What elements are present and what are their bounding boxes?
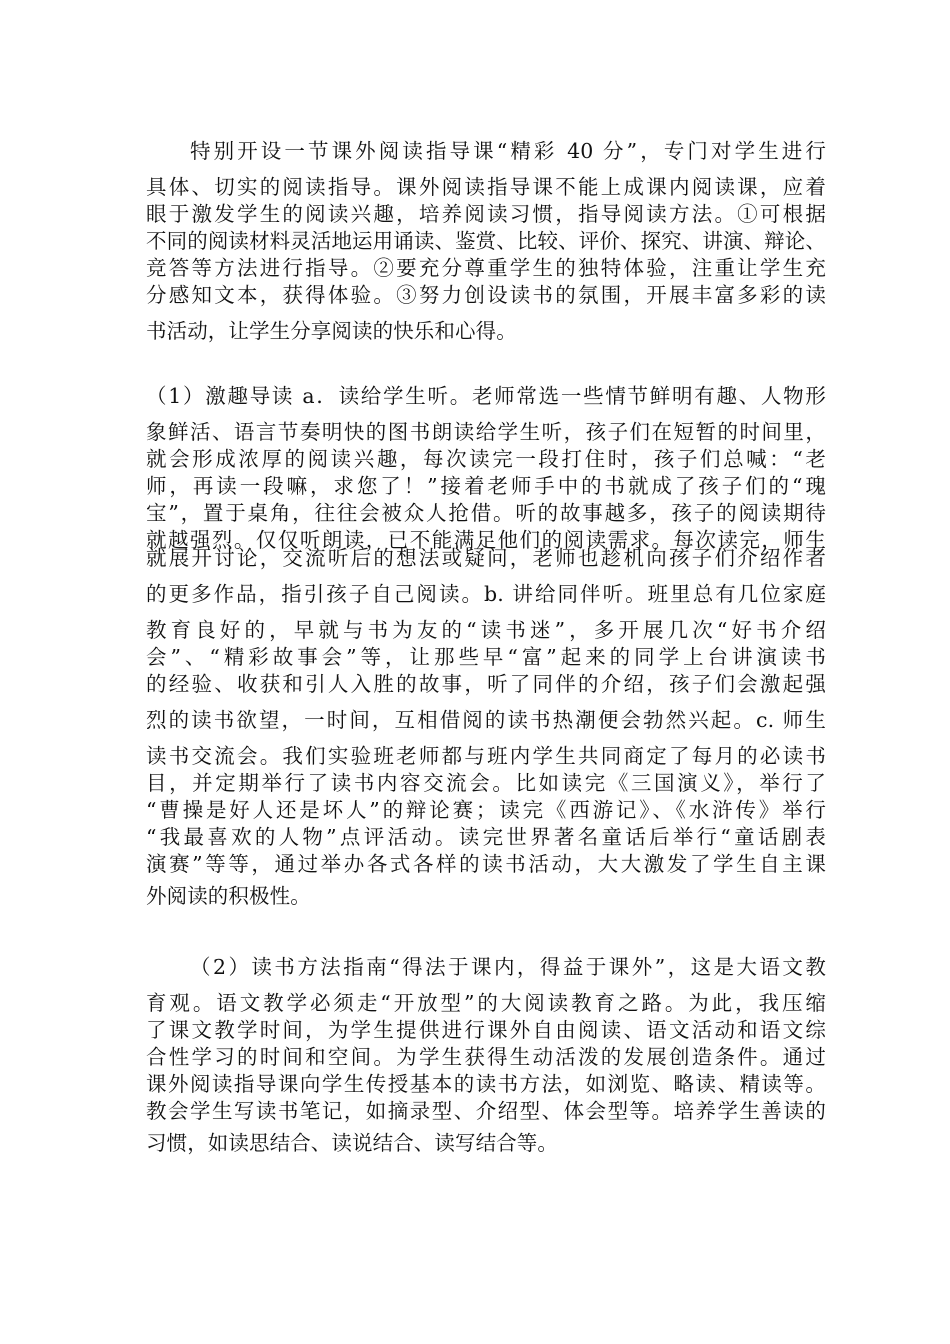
text-line: 特别开设一节课外阅读指导课“精彩 40 分”，专门对学生进行 bbox=[190, 139, 826, 163]
text-line: 教育良好的，早就与书为友的“读书迷”，多开展几次“好书介绍 bbox=[146, 618, 826, 642]
text-line: 读书交流会。我们实验班老师都与班内学生共同商定了每月的必读书 bbox=[146, 744, 826, 768]
text-line: 象鲜活、语言节奏明快的图书朗读给学生听，孩子们在短暂的时间里， bbox=[146, 420, 826, 444]
text-line: 育观。语文教学必须走“开放型”的大阅读教育之路。为此，我压缩 bbox=[146, 991, 826, 1015]
text-line: 竞答等方法进行指导。②要充分尊重学生的独特体验，注重让学生充 bbox=[146, 256, 826, 280]
text-line: 会”、“精彩故事会”等，让那些早“富”起来的同学上台讲演读书 bbox=[146, 645, 826, 669]
text-line: 合性学习的时间和空间。为学生获得生动活泼的发展创造条件。通过 bbox=[146, 1045, 826, 1069]
text-line: 具体、切实的阅读指导。课外阅读指导课不能上成课内阅读课，应着 bbox=[146, 175, 826, 199]
text-line: 师，再读一段嘛，求您了！”接着老师手中的书就成了孩子们的“瑰 bbox=[146, 474, 826, 498]
text-line: 书活动，让学生分享阅读的快乐和心得。 bbox=[146, 319, 517, 343]
text-line: 宝”，置于桌角，往往会被众人抢借。听的故事越多，孩子的阅读期待 bbox=[146, 501, 826, 525]
text-line: 演赛”等等，通过举办各式各样的读书活动，大大激发了学生自主课 bbox=[146, 852, 826, 876]
text-line: “我最喜欢的人物”点评活动。读完世界著名童话后举行“童话剧表 bbox=[146, 825, 826, 849]
text-line: 不同的阅读材料灵活地运用诵读、鉴赏、比较、评价、探究、讲演、辩论、 bbox=[146, 229, 826, 253]
text-line: 就越强烈。仅仅听朗读，已不能满足他们的阅读需求。每次读完，师生 bbox=[146, 528, 826, 552]
text-line: 分感知文本，获得体验。③努力创设读书的氛围，开展丰富多彩的读 bbox=[146, 283, 826, 307]
text-line: 了课文教学时间，为学生提供进行课外自由阅读、语文活动和语文综 bbox=[146, 1018, 826, 1042]
text-line: 习惯，如读思结合、读说结合、读写结合等。 bbox=[146, 1131, 558, 1155]
text-line: 教会学生写读书笔记，如摘录型、介绍型、体会型等。培养学生善读的 bbox=[146, 1099, 826, 1123]
text-line: （1）激趣导读 a．读给学生听。老师常选一些情节鲜明有趣、人物形 bbox=[146, 384, 826, 408]
text-line: （2）读书方法指南“得法于课内，得益于课外”，这是大语文教 bbox=[190, 955, 826, 979]
text-line: 目，并定期举行了读书内容交流会。比如读完《三国演义》，举行了 bbox=[146, 771, 826, 795]
text-line: 的经验、收获和引人入胜的故事，听了同伴的介绍，孩子们会激起强 bbox=[146, 672, 826, 696]
text-line: “曹操是好人还是坏人”的辩论赛；读完《西游记》、《水浒传》举行 bbox=[146, 798, 826, 822]
text-line: 眼于激发学生的阅读兴趣，培养阅读习惯，指导阅读方法。①可根据 bbox=[146, 202, 826, 226]
text-line: 的更多作品，指引孩子自己阅读。b. 讲给同伴听。班里总有几位家庭 bbox=[146, 582, 826, 606]
text-line: 烈的读书欲望，一时间，互相借阅的读书热潮便会勃然兴起。c. 师生 bbox=[146, 708, 826, 732]
text-line: 课外阅读指导课向学生传授基本的读书方法，如浏览、略读、精读等。 bbox=[146, 1072, 826, 1096]
text-line: 外阅读的积极性。 bbox=[146, 884, 311, 908]
text-line: 就会形成浓厚的阅读兴趣，每次读完一段打住时，孩子们总喊：“老 bbox=[146, 447, 826, 471]
text-line: 就展开讨论，交流听后的想法或疑问，老师也趁机向孩子们介绍作者 bbox=[146, 546, 826, 570]
